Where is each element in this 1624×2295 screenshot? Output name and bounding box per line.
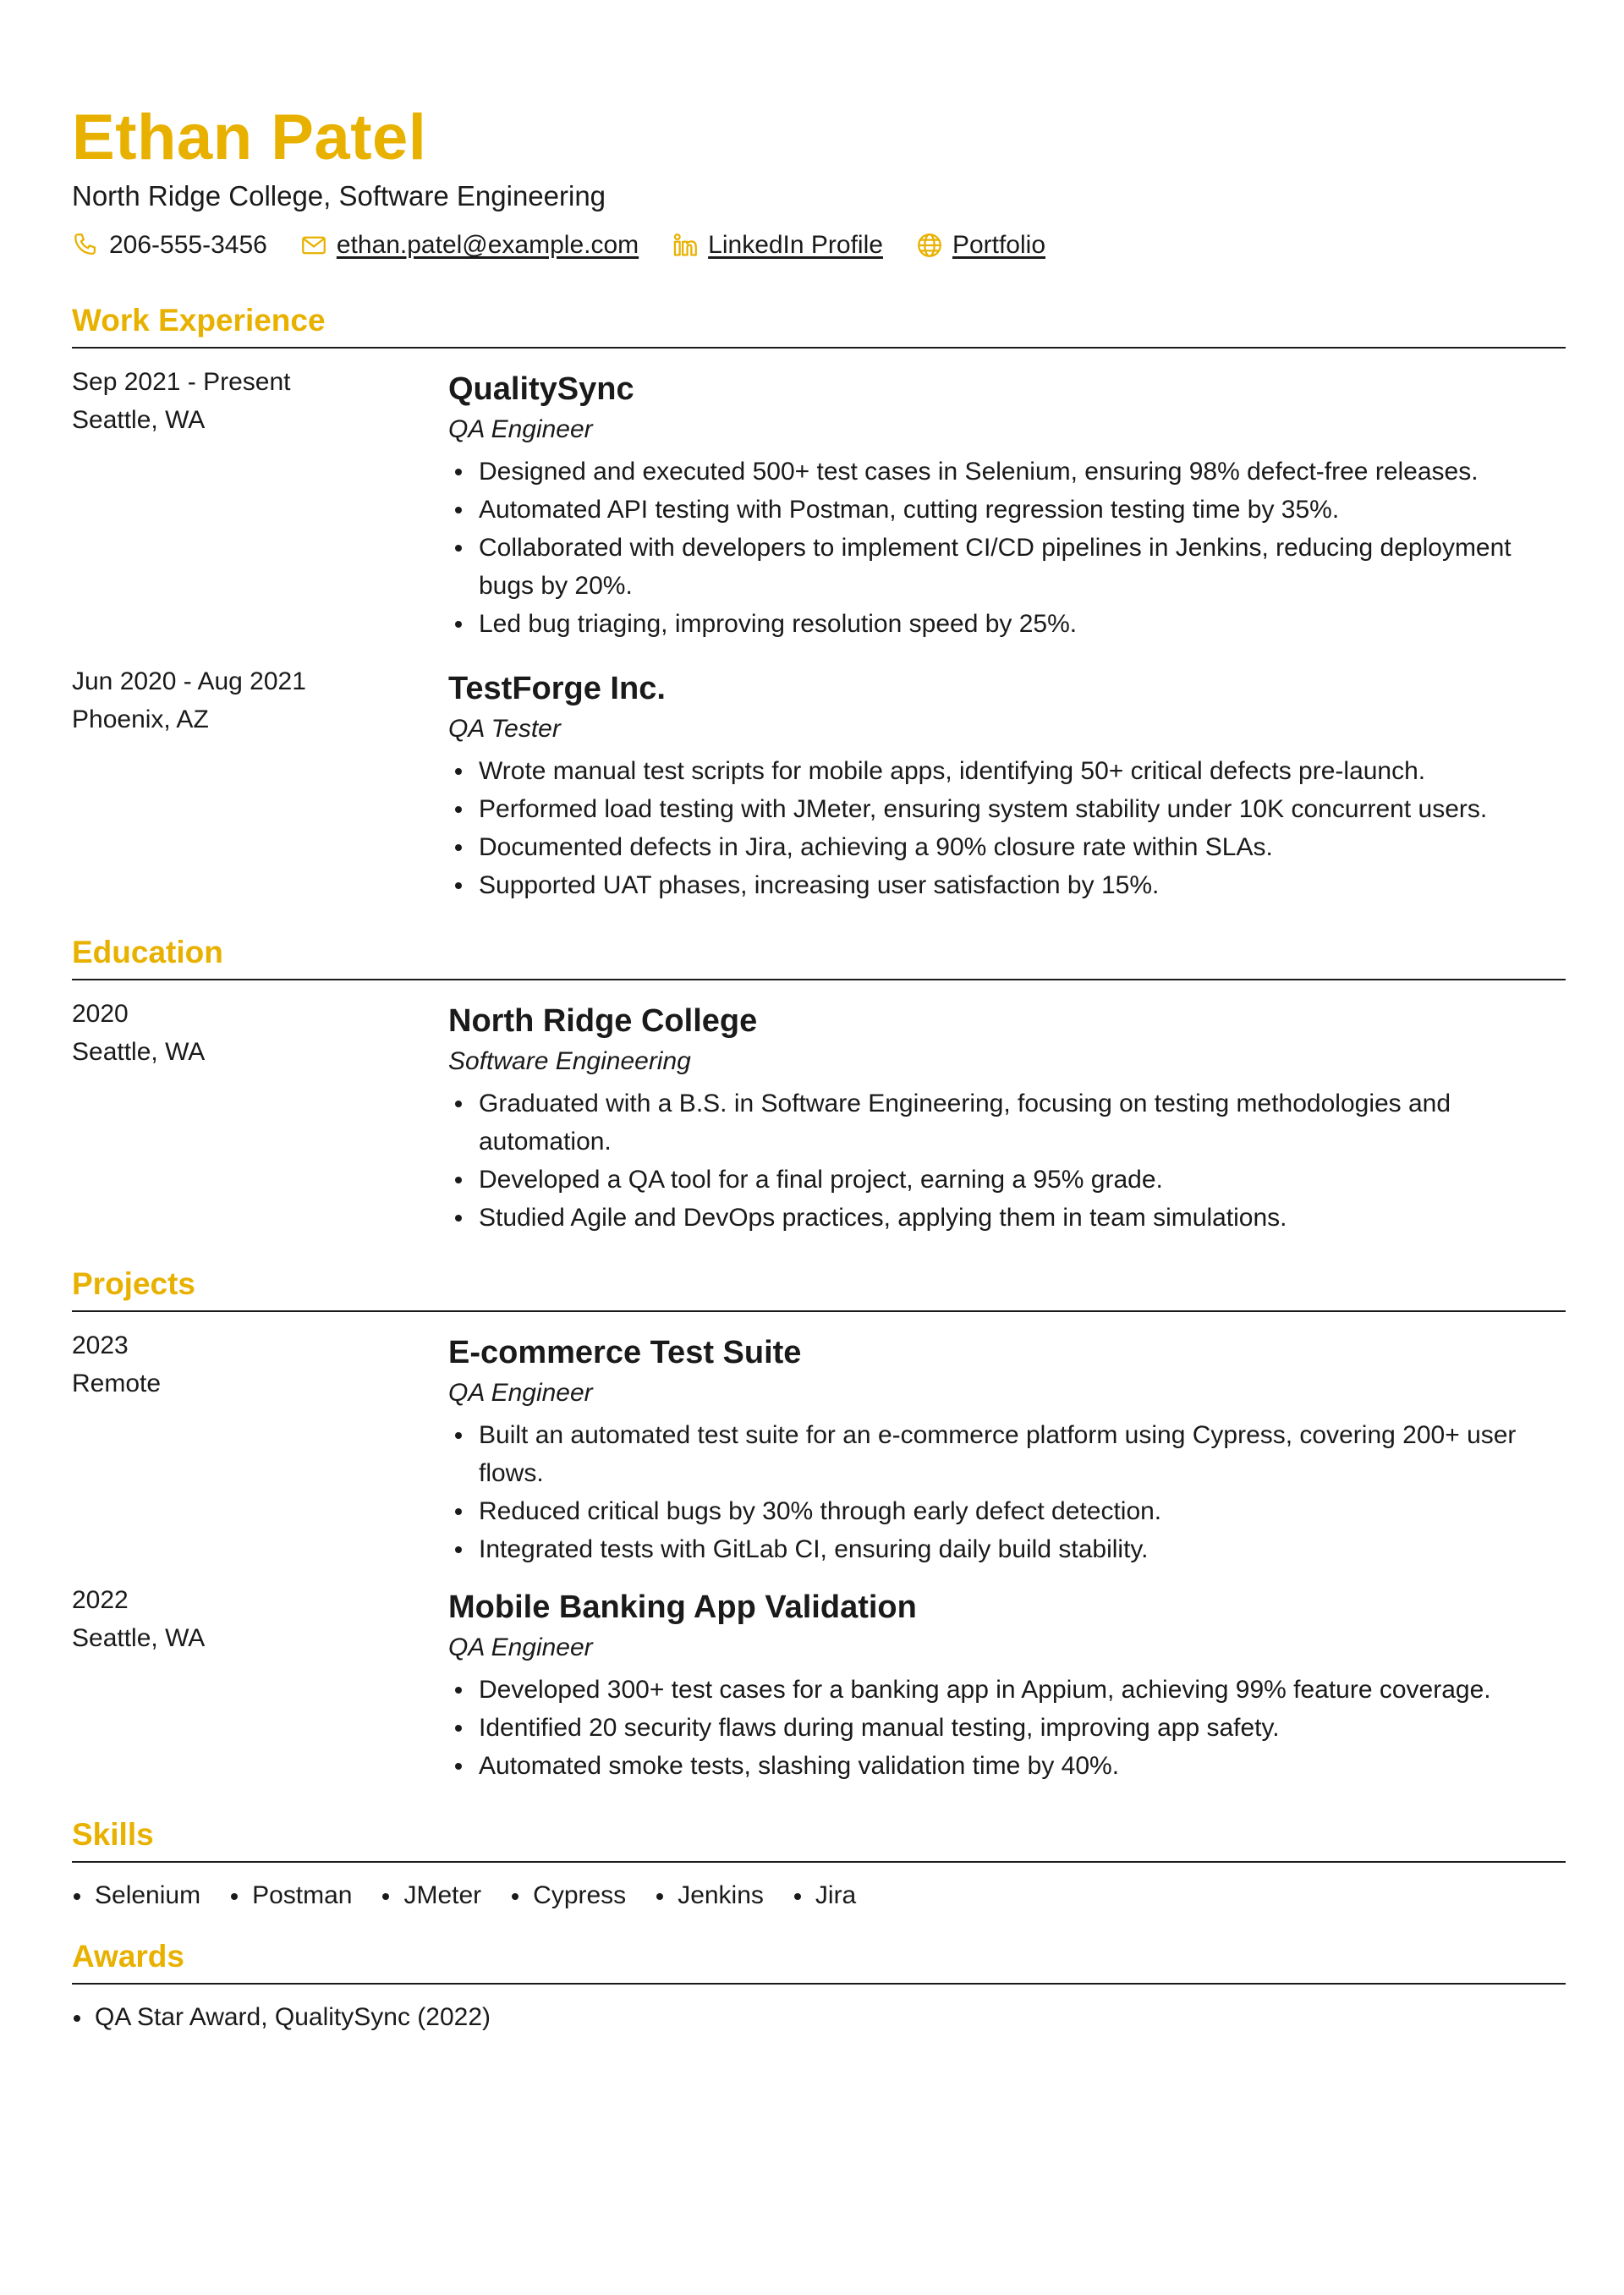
contact-phone (72, 231, 267, 260)
section-title-work: Work Experience (72, 303, 326, 338)
section-divider (72, 1310, 1566, 1312)
entry-org: QualitySync (448, 371, 634, 407)
bullet-item: Supported UAT phases, increasing user satisfaction by 15%. (448, 866, 1565, 904)
entry-dates: 2020 (72, 1000, 129, 1028)
entry-body (448, 363, 1565, 643)
bullet-item: Collaborated with developers to implement CI/CD pipelines in Jenkins, reducing deployment bugs by 20%. (448, 529, 1565, 605)
awards-list (72, 1999, 519, 2036)
bullet-item: Graduated with a B.S. in Software Engineering, focusing on testing methodologies and automation. (448, 1084, 1565, 1161)
entry-role: QA Engineer (448, 1633, 593, 1661)
entry-dates: 2022 (72, 1586, 129, 1614)
entry-body (448, 662, 1565, 904)
contact-row (72, 227, 1078, 264)
section-divider (72, 979, 1566, 980)
globe-icon (915, 231, 944, 260)
linkedin-icon (671, 231, 700, 260)
entry-body (448, 1581, 1565, 1785)
bullet-item: Studied Agile and DevOps practices, applying them in team simulations. (448, 1199, 1565, 1237)
skill-item: Jenkins (655, 1877, 764, 1914)
candidate-name: Ethan Patel (72, 102, 427, 173)
entry-bullets (448, 1416, 1565, 1568)
bullet-item: Integrated tests with GitLab CI, ensuring daily build stability. (448, 1530, 1565, 1568)
entry-location: Phoenix, AZ (72, 706, 209, 733)
bullet-item: Led bug triaging, improving resolution speed by 25%. (448, 605, 1565, 643)
entry-org: Mobile Banking App Validation (448, 1589, 917, 1625)
entry-bullets (448, 1671, 1565, 1785)
section-divider (72, 1861, 1566, 1863)
bullet-item: Developed 300+ test cases for a banking app in Appium, achieving 99% feature coverage. (448, 1671, 1565, 1709)
section-divider (72, 347, 1566, 349)
entry-dates: Jun 2020 - Aug 2021 (72, 667, 306, 695)
entry-role: QA Tester (448, 715, 561, 743)
bullet-item: Automated API testing with Postman, cutting regression testing time by 35%. (448, 491, 1565, 529)
bullet-item: Identified 20 security flaws during manual testing, improving app safety. (448, 1709, 1565, 1747)
entry-location: Seattle, WA (72, 1624, 206, 1652)
skill-item: JMeter (381, 1877, 481, 1914)
skills-list (72, 1877, 885, 1914)
mail-icon (299, 231, 328, 260)
skill-item: Cypress (510, 1877, 626, 1914)
entry-dates: 2023 (72, 1331, 129, 1359)
entry-role: QA Engineer (448, 1379, 593, 1407)
entry-role: Software Engineering (448, 1047, 691, 1075)
portfolio-link[interactable]: Portfolio (952, 231, 1046, 259)
phone-icon (72, 231, 101, 260)
contact-linkedin[interactable] (671, 231, 883, 260)
bullet-item: Automated smoke tests, slashing validation time by 40%. (448, 1747, 1565, 1785)
entry-meta (72, 995, 427, 1071)
skill-item: Jira (793, 1877, 856, 1914)
entry-meta (72, 363, 427, 439)
linkedin-link[interactable]: LinkedIn Profile (708, 231, 883, 259)
section-divider (72, 1983, 1566, 1985)
entry-location: Seattle, WA (72, 406, 206, 434)
bullet-item: Documented defects in Jira, achieving a 90% closure rate within SLAs. (448, 828, 1565, 866)
entry-role: QA Engineer (448, 415, 593, 443)
bullet-item: Performed load testing with JMeter, ensuring system stability under 10K concurrent users. (448, 790, 1565, 828)
bullet-item: Wrote manual test scripts for mobile apps, identifying 50+ critical defects pre-launch. (448, 752, 1565, 790)
entry-location: Seattle, WA (72, 1038, 206, 1066)
entry-org: North Ridge College (448, 1003, 758, 1039)
entry-org: E-commerce Test Suite (448, 1335, 802, 1370)
entry-bullets (448, 453, 1565, 643)
candidate-subtitle: North Ridge College, Software Engineering (72, 180, 606, 211)
entry-location: Remote (72, 1370, 162, 1397)
phone-number: 206-555-3456 (109, 231, 267, 259)
entry-meta (72, 1581, 427, 1657)
contact-email[interactable] (299, 231, 639, 260)
entry-body (448, 1326, 1565, 1568)
bullet-item: Designed and executed 500+ test cases in Selenium, ensuring 98% defect-free releases. (448, 453, 1565, 491)
section-title-awards: Awards (72, 1939, 184, 1974)
skill-item: Selenium (72, 1877, 200, 1914)
entry-body (448, 995, 1565, 1237)
contact-portfolio[interactable] (915, 231, 1045, 260)
section-title-skills: Skills (72, 1817, 154, 1852)
email-link[interactable]: ethan.patel@example.com (336, 231, 639, 259)
entry-bullets (448, 1084, 1565, 1237)
skill-item: Postman (229, 1877, 352, 1914)
bullet-item: Developed a QA tool for a final project, earning a 95% grade. (448, 1161, 1565, 1199)
entry-meta (72, 1326, 427, 1403)
award-item: QA Star Award, QualitySync (2022) (72, 1999, 491, 2036)
entry-meta (72, 662, 427, 738)
bullet-item: Built an automated test suite for an e-commerce platform using Cypress, covering 200+ user flows. (448, 1416, 1565, 1492)
section-title-projects: Projects (72, 1266, 196, 1301)
entry-org: TestForge Inc. (448, 671, 666, 706)
section-title-education: Education (72, 935, 223, 969)
bullet-item: Reduced critical bugs by 30% through early defect detection. (448, 1492, 1565, 1530)
entry-dates: Sep 2021 - Present (72, 368, 291, 396)
entry-bullets (448, 752, 1565, 904)
